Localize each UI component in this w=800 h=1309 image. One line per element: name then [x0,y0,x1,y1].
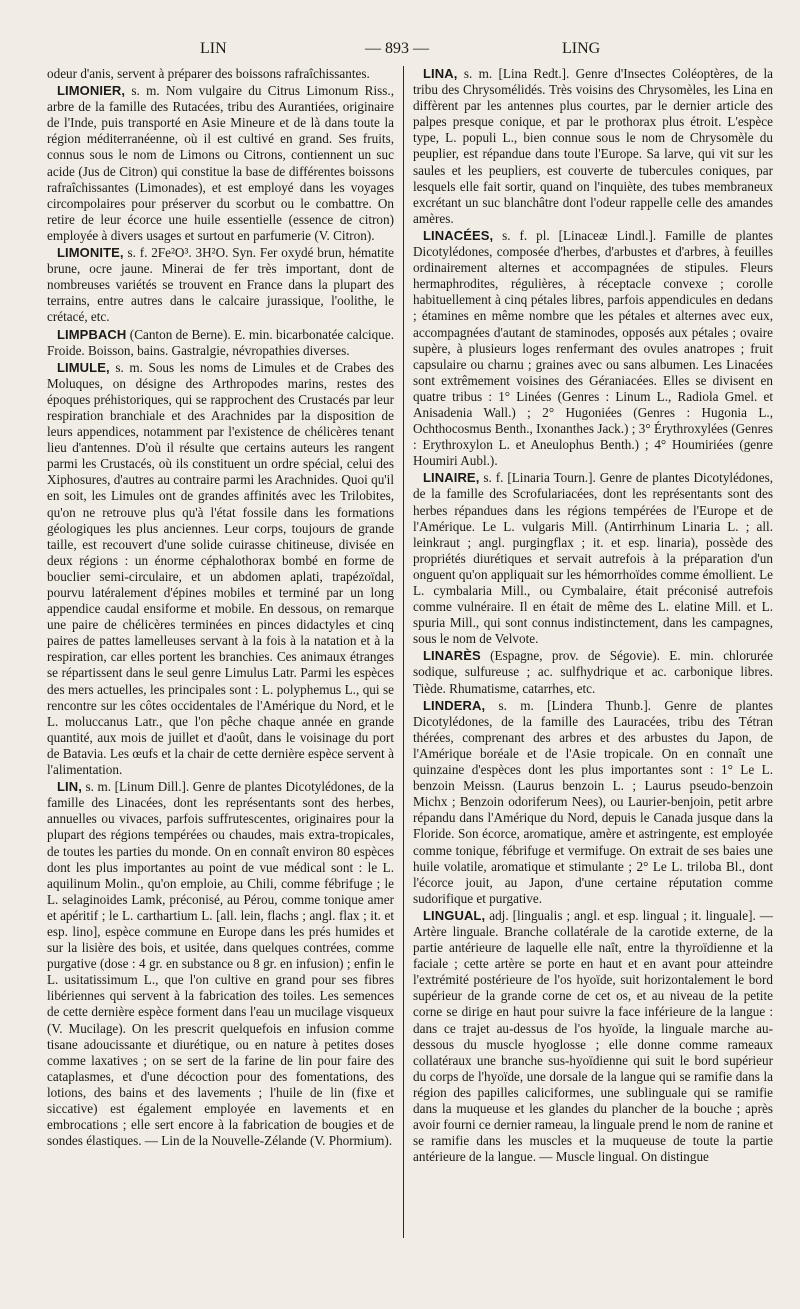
entry-text: s. m. [Lindera Thunb.]. Genre de plantes Dicotylédones, de la famille des Lauracées, tribu des Tétran thérées, comprenant des arbres et des arbustes du Japon, de l'Amérique boréale et de l'Asie tropicale. On en connaît une quinzaine d'espèces dont les plus importantes sont : 1° Le L. benzoin Meissn. (Laurus benzoin L. ; Laurus pseudo-benzoin Michx ; Benzoin odoriferum Nees), ou Laurier-benjoin, petit arbre répandu dans l'Amérique du Nord, depuis le Canada jusque dans la Floride. Son écorce, aromatique, amère et astringente, est employée comme tonique, fébrifuge et vermifuge. On extrait de ses baies une huile volatile, aromatique et stimulante ; 2° Le L. triloba Bl., dont l'écorce jouit, au Japon, d'une certaine réputation comme sudorifique et purgative. [413,697,773,906]
entry-text: odeur d'anis, servent à préparer des boissons rafraîchissantes. [47,66,370,81]
entry-linares [413,648,773,696]
entry-headword: LINAIRE, [423,470,480,486]
entry-headword: LIN, [57,779,82,795]
entry-text: s. f. pl. [Linaceæ Lindl.]. Famille de plantes Dicotylédones, composée d'herbes, d'arbustes et d'arbres, à feuilles ordinairement alternes et accompagnées de stipules. Fleurs hermaphrodites, régulières, à réceptacle convexe ; corolle habituellement à cinq pétales libres, parfois appendicules en dedans ; étamines en même nombre que les pétales et alternes avec eux, accompagnées d'autant de staminodes, opposés aux pétales ; ovaire supère, à plusieurs loges renfermant des ovules anatropes ; fruit capsulaire ou charnu ; graines avec ou sans albumen. Les Linacées sont extrêmement voisines des Géraniacées. Elles se divisent en quatre tribus : 1° Linées (Genres : Linum L., Radiola Gmel. et Anisadenia Wall.) ; 2° Hugoniées (Genres : Hugonia L., Ochthocosmus Benth., Ixonanthes Jack.) ; 3° Érythroxylées (Genres : Erythroxylon L. et Aneulophus Benth.) ; 4° Houmiriées (genre Houmiri Aubl.). [413,227,773,469]
page-header [50,40,760,64]
entry-headword: LINDERA, [423,697,486,713]
entry-lingual [413,908,773,1166]
entry-limonier [47,83,394,244]
header-left-word: LIN [200,40,227,57]
entry-text: s. m. [Linum Dill.]. Genre de plantes Dicotylédones, de la famille des Linacées, dont les représentants sont des herbes, annuelles ou vivaces, parfois suffrutescentes, originaires pour la plupart des régions tempérées ou chaudes, mais extra-tropicales, de toutes les parties du monde. On en connaît environ 80 espèces dont les plus importantes au point de vue médical sont : le L. aquilinum Molin., qu'on emploie, au Chili, comme fébrifuge ; le L. selaginoides Lamk, préconisé, au Pérou, comme tonique amer et apéritif ; le L. carthartium L. [all. lein, flachs ; angl. flax ; it. et esp. lino], espèce commune en Europe dans les prés humides et sur la lisière des bois, et usitée, dans quelques contrées, comme purgative (dose : 4 gr. en substance ou 8 gr. en infusion) ; enfin le L. usitatissimum L., que l'on cultive en grand pour ses fibres libériennes qui servent à la fabrication des toiles. Les semences de cette dernière espèce forment dans l'eau un mucilage visqueux (V. Mucilage). On les prescrit quelquefois en infusion comme tisane adoucissante et diurétique, ou en nature à petites doses comme laxatives ; on se sert de la farine de lin pour faire des cataplasmes, et d'une décoction pour des fomentations, des lotions, des bains et des lavements ; l'huile de lin (fixe et siccative) est également employée en lavements et en embrocations ; elle sert encore à la fabrication de bougies et de sondes élastiques. — Lin de la Nouvelle-Zélande (V. Phormium). [47,779,394,1149]
entry-headword: LIMONIER, [57,83,126,99]
entry-headword: LINGUAL, [423,907,486,923]
entry-text: s. m. Nom vulgaire du Citrus Limonum Riss., arbre de la famille des Rutacées, tribu des Aurantiées, originaire de l'Inde, puis transporté en Asie Mineure et de là dans toute la région méditerranéenne, où il est cultivé en grand. Ses fruits, connus sous le nom de Limons ou Citrons, contiennent un suc acide (Jus de Citron) qui constitue la base de différentes boissons rafraîchissantes (Limonades), et est employé dans les voyages circompolaires pour préserver du scorbut ou le combattre. On retire de leur écorce une huile essentielle (essence de citron) employée à divers usages et surtout en parfumerie (V. Citron). [47,83,394,243]
page-number: — 893 — [365,40,429,57]
entry-lin [47,779,394,1149]
entry-linaire [413,470,773,647]
entry-lindera [413,698,773,907]
entry-linacees [413,228,773,469]
entry-headword: LINARÈS [423,648,481,664]
entry-headword: LINA, [423,66,458,81]
entry-headword: LINACÉES, [423,227,494,243]
column-divider [403,66,404,1238]
entry-lina [413,66,773,227]
entry-text: adj. [lingualis ; angl. et esp. lingual ; it. linguale]. — Artère linguale. Branche collatérale de la carotide externe, de la partie antérieure de laquelle elle naît, entre la thyroïdienne et la faciale ; cette artère se porte en haut et en avant pour atteindre l'extrémité postérieure de l'os hyoïde, suit horizontalement le bord supérieur de la grande corne de cet os, et au niveau de la petite corne se dirige en haut pour suivre la face inférieure de la langue : dans ce trajet au-dessus de l'os hyoïde, la linguale marche au-dessous du muscle hyoglosse ; elle donne comme rameaux collatéraux une branche sus-hyoïdienne qui suit le bord supérieur du corps de l'hyoïde, une dorsale de la langue qui se ramifie dans la région des papilles caliciformes, une sublinguale qui se ramifie dans la muqueuse et les glandes du plancher de la bouche ; après avoir fourni ce dernier rameau, la linguale prend le nom de ranine et se ramifie dans les muscles et la muqueuse de toute la partie antérieure de la langue. — Muscle lingual. On distingue [413,907,773,1165]
entry-text: s. m. [Lina Redt.]. Genre d'Insectes Coléoptères, de la tribu des Chrysomélidés. Très voisins des Chrysomèles, les Lina en diffèrent par les antennes plus courtes, par le dernier article des palpes presque conique, et par le prothorax plus étroit. L'espèce type, L. populi L., bien connue sous le nom de Chrysomèle du peuplier, est répandue dans toute l'Europe. Sa larve, qui vit sur les saules et les peupliers, est couverte de tubercules coniques, par lesquels elle fait sortir, quand on l'inquiète, des tubes membraneux excrétant un suc blanchâtre dont l'odeur rappelle celle des amandes amères. [413,66,773,226]
entry-limonite [47,245,394,325]
right-column [413,66,773,1246]
entry-text: (Espagne, prov. de Ségovie). E. min. chlorurée sodique, sulfureuse ; ac. sulfhydrique et ac. carbonique libres. Tiède. Rhumatisme, catarrhes, etc. [413,648,773,696]
entry-text: s. f. [Linaria Tourn.]. Genre de plantes Dicotylédones, de la famille des Scrofulariacées, dont les représentants sont des herbes répandues dans les régions tempérées de l'Europe et de l'Amérique. Le L. vulgaris Mill. (Antirrhinum Linaria L. ; all. leinkraut ; angl. purgingflax ; it. et esp. linaria), possède des propriétés diurétiques et servait autrefois à la préparation d'un onguent qu'on appliquait sur les hémorrhoïdes comme émollient. Le L. cymbalaria Mill., ou Cymbalaire, était préconisé autrefois comme vulnéraire. Il en était de même des L. elatine Mill. et L. spuria Mill., qui sont connus indistinctement, dans les campagnes, sous le nom de Velvote. [413,470,773,647]
entry-text: (Canton de Berne). E. min. bicarbonatée calcique. Froide. Boisson, bains. Gastralgie, névropathies diverses. [47,326,394,358]
entry-headword: LIMULE, [57,359,110,375]
entry-text: s. m. Sous les noms de Limules et de Crabes des Moluques, on désigne des Arthropodes marins, restes des époques préhistoriques, qui se rapprochent des Crustacés par leur respiration branchiale et des Arachnides par la disposition de leurs appendices, notamment par l'existence de chélicères tenant lieu d'antennes. D'où il résulte que certains auteurs les rangent parmi les Crustacés, où ils constituent un ordre spécial, celui des Xiphosures, d'autres au contraire parmi les Arachnides. Quoi qu'il en soit, les Limules ont de grandes affinités avec les Trilobites, qu'on ne retrouve plus qu'à l'état fossile dans les formations géologiques les plus anciennes. Leur corps, toujours de grande taille, est recouvert d'une solide cuirasse chitineuse, divisée en deux régions : un énorme céphalothorax bombé en forme de bouclier semi-circulaire, et un abdomen aplati, trapézoïdal, pourvu latéralement d'épines mobiles et terminé par un long appendice caudal ensiforme et mobile. En dessous, on remarque une paire de chélicères terminées en pinces didactyles et cinq paires de pattes lamelleuses servant à la fois à la natation et à la respiration, car elles portent les branchies. Ces animaux étranges se répartissent dans le seul genre Limulus Latr. Parmi les espèces des mers actuelles, les principales sont : L. polyphemus L., qui se rencontre sur les côtes occidentales de l'Amérique du Nord, et le L. moluccanus Latr., que l'on pêche chaque année en grande quantité, aux mois de juillet et d'août, dans le voisinage du port de Batavia. Les œufs et la chair de cette dernière espèce servent à l'alimentation. [47,359,394,778]
header-right-word: LING [562,40,601,57]
entry-headword: LIMPBACH [57,326,127,342]
entry-limule [47,360,394,778]
entry-limpbach [47,327,394,359]
entry-continuation [47,66,394,82]
left-column [47,66,394,1246]
entry-headword: LIMONITE, [57,245,124,261]
entry-text: s. f. 2Fe²O³. 3H²O. Syn. Fer oxydé brun, hématite brune, ocre jaune. Minerai de fer très important, dont de nombreuses variétés se trouvent en France dans la plupart des terrains, entre autres dans le calcaire jurassique, l'oolithe, le crétacé, etc. [47,245,394,325]
